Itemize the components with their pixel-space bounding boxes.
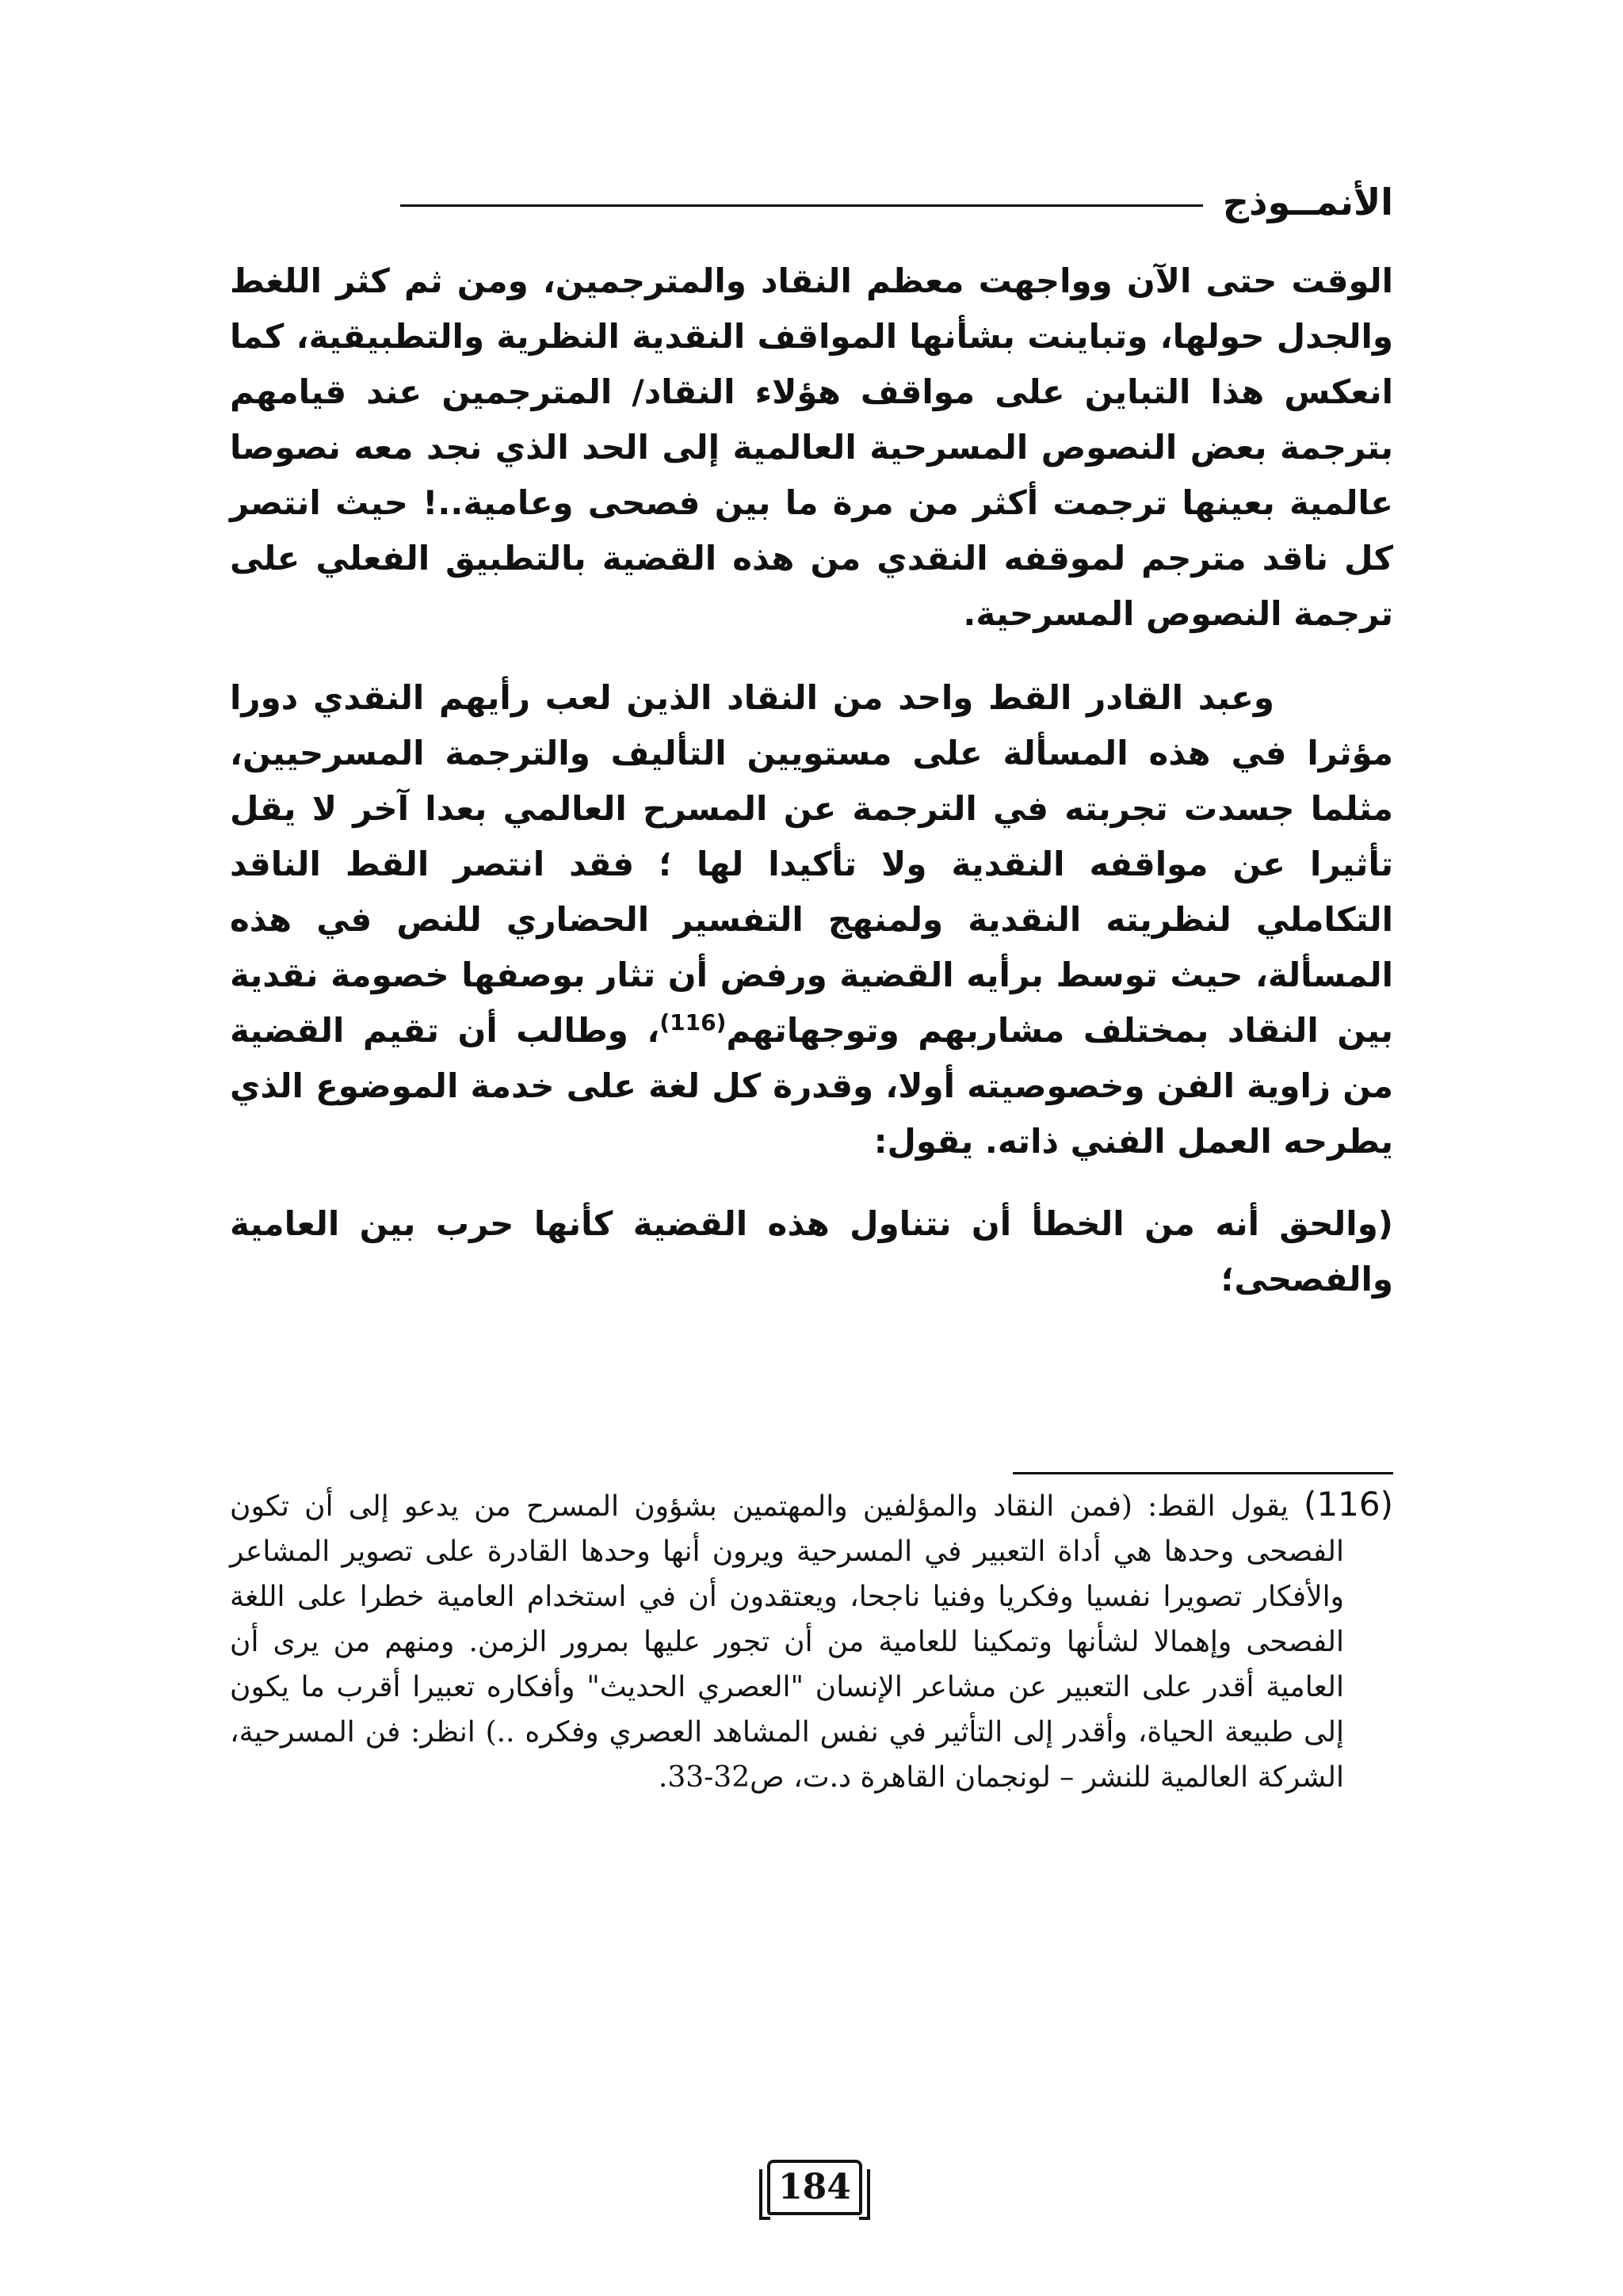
running-header — [400, 176, 1393, 231]
footnote-116 — [230, 1482, 1393, 1800]
header-rule — [400, 204, 1203, 207]
paragraph-2-text-b: ، وطالب أن تقيم القضية من زاوية الفن وخصوصيته أولا، وقدرة كل لغة على خدمة الموضوع الذي يطرحه العمل الفني ذاته. يقول: — [230, 1011, 1393, 1161]
running-header-title: الأنمــوذج — [1222, 181, 1393, 223]
paragraph-2-text-a: وعبد القادر القط واحد من النقاد الذين لعب رأيهم النقدي دورا مؤثرا في هذه المسألة على مستويين التأليف والترجمة المسرحيين، مثلما جسدت تجربته في الترجمة عن المسرح العالمي بعدا آخر لا يقل تأثيرا عن مواقفه النقدية ولا تأكيدا لها ؛ فقد انتصر القط الناقد التكاملي لنظريته النقدية ولمنهج التفسير الحضاري للنص في هذه المسألة، حيث توسط برأيه القضية ورفض أن تثار بوصفها خصومة نقدية بين النقاد بمختلف مشاربهم وتوجهاتهم — [230, 678, 1393, 1050]
footnote-separator — [1013, 1472, 1393, 1474]
footnote-text: يقول القط: (فمن النقاد والمؤلفين والمهتمين بشؤون المسرح من يدعو إلى أن تكون الفصحى وحدها هي أداة التعبير في المسرحية ويرون أنها وحدها القادرة على تصوير المشاعر والأفكار تصويرا نفسيا وفكريا وفنيا ناجحا، ويعتقدون أن في استخدام العامية خطرا على اللغة الفصحى وإهمالا لشأنها وتمكينا للعامية من أن تجور عليها بمرور الزمن. ومنهم من يرى أن العامية أقدر على التعبير عن مشاعر الإنسان "العصري الحديث" وأفكاره تعبيرا أقرب ما يكون إلى طبيعة الحياة، وأقدر إلى التأثير في نفس المشاهد العصري وفكره ..) انظر: فن المسرحية، الشركة العالمية للنشر – لونجمان القاهرة د.ت، ص32-33. — [230, 1490, 1344, 1794]
footnote-number: (116) — [1304, 1485, 1393, 1524]
footnote — [230, 1482, 1393, 1800]
quotation-start: (والحق أنه من الخطأ أن نتناول هذه القضية كأنها حرب بين العامية والفصحى؛ — [230, 1204, 1393, 1299]
footnote-reference[interactable]: (116) — [659, 1009, 727, 1035]
paragraph-1: الوقت حتى الآن وواجهت معظم النقاد والمترجمين، ومن ثم كثر اللغط والجدل حولها، وتباينت بشأنها المواقف النقدية النظرية والتطبيقية، كما انعكس هذا التباين على مواقف هؤلاء النقاد/ المترجمين عند قيامهم بترجمة بعض النصوص المسرحية العالمية إلى الحد الذي نجد معه نصوصا عالمية بعينها ترجمت أكثر من مرة ما بين فصحى وعامية..! حيث انتصر كل ناقد مترجم لموقفه النقدي من هذه القضية بالتطبيق الفعلي على ترجمة النصوص المسرحية. — [230, 261, 1393, 633]
paragraph-2 — [230, 670, 1393, 1169]
page-number: 184 — [778, 2167, 851, 2207]
main-text — [230, 254, 1393, 1307]
page-number-frame — [759, 2153, 870, 2217]
